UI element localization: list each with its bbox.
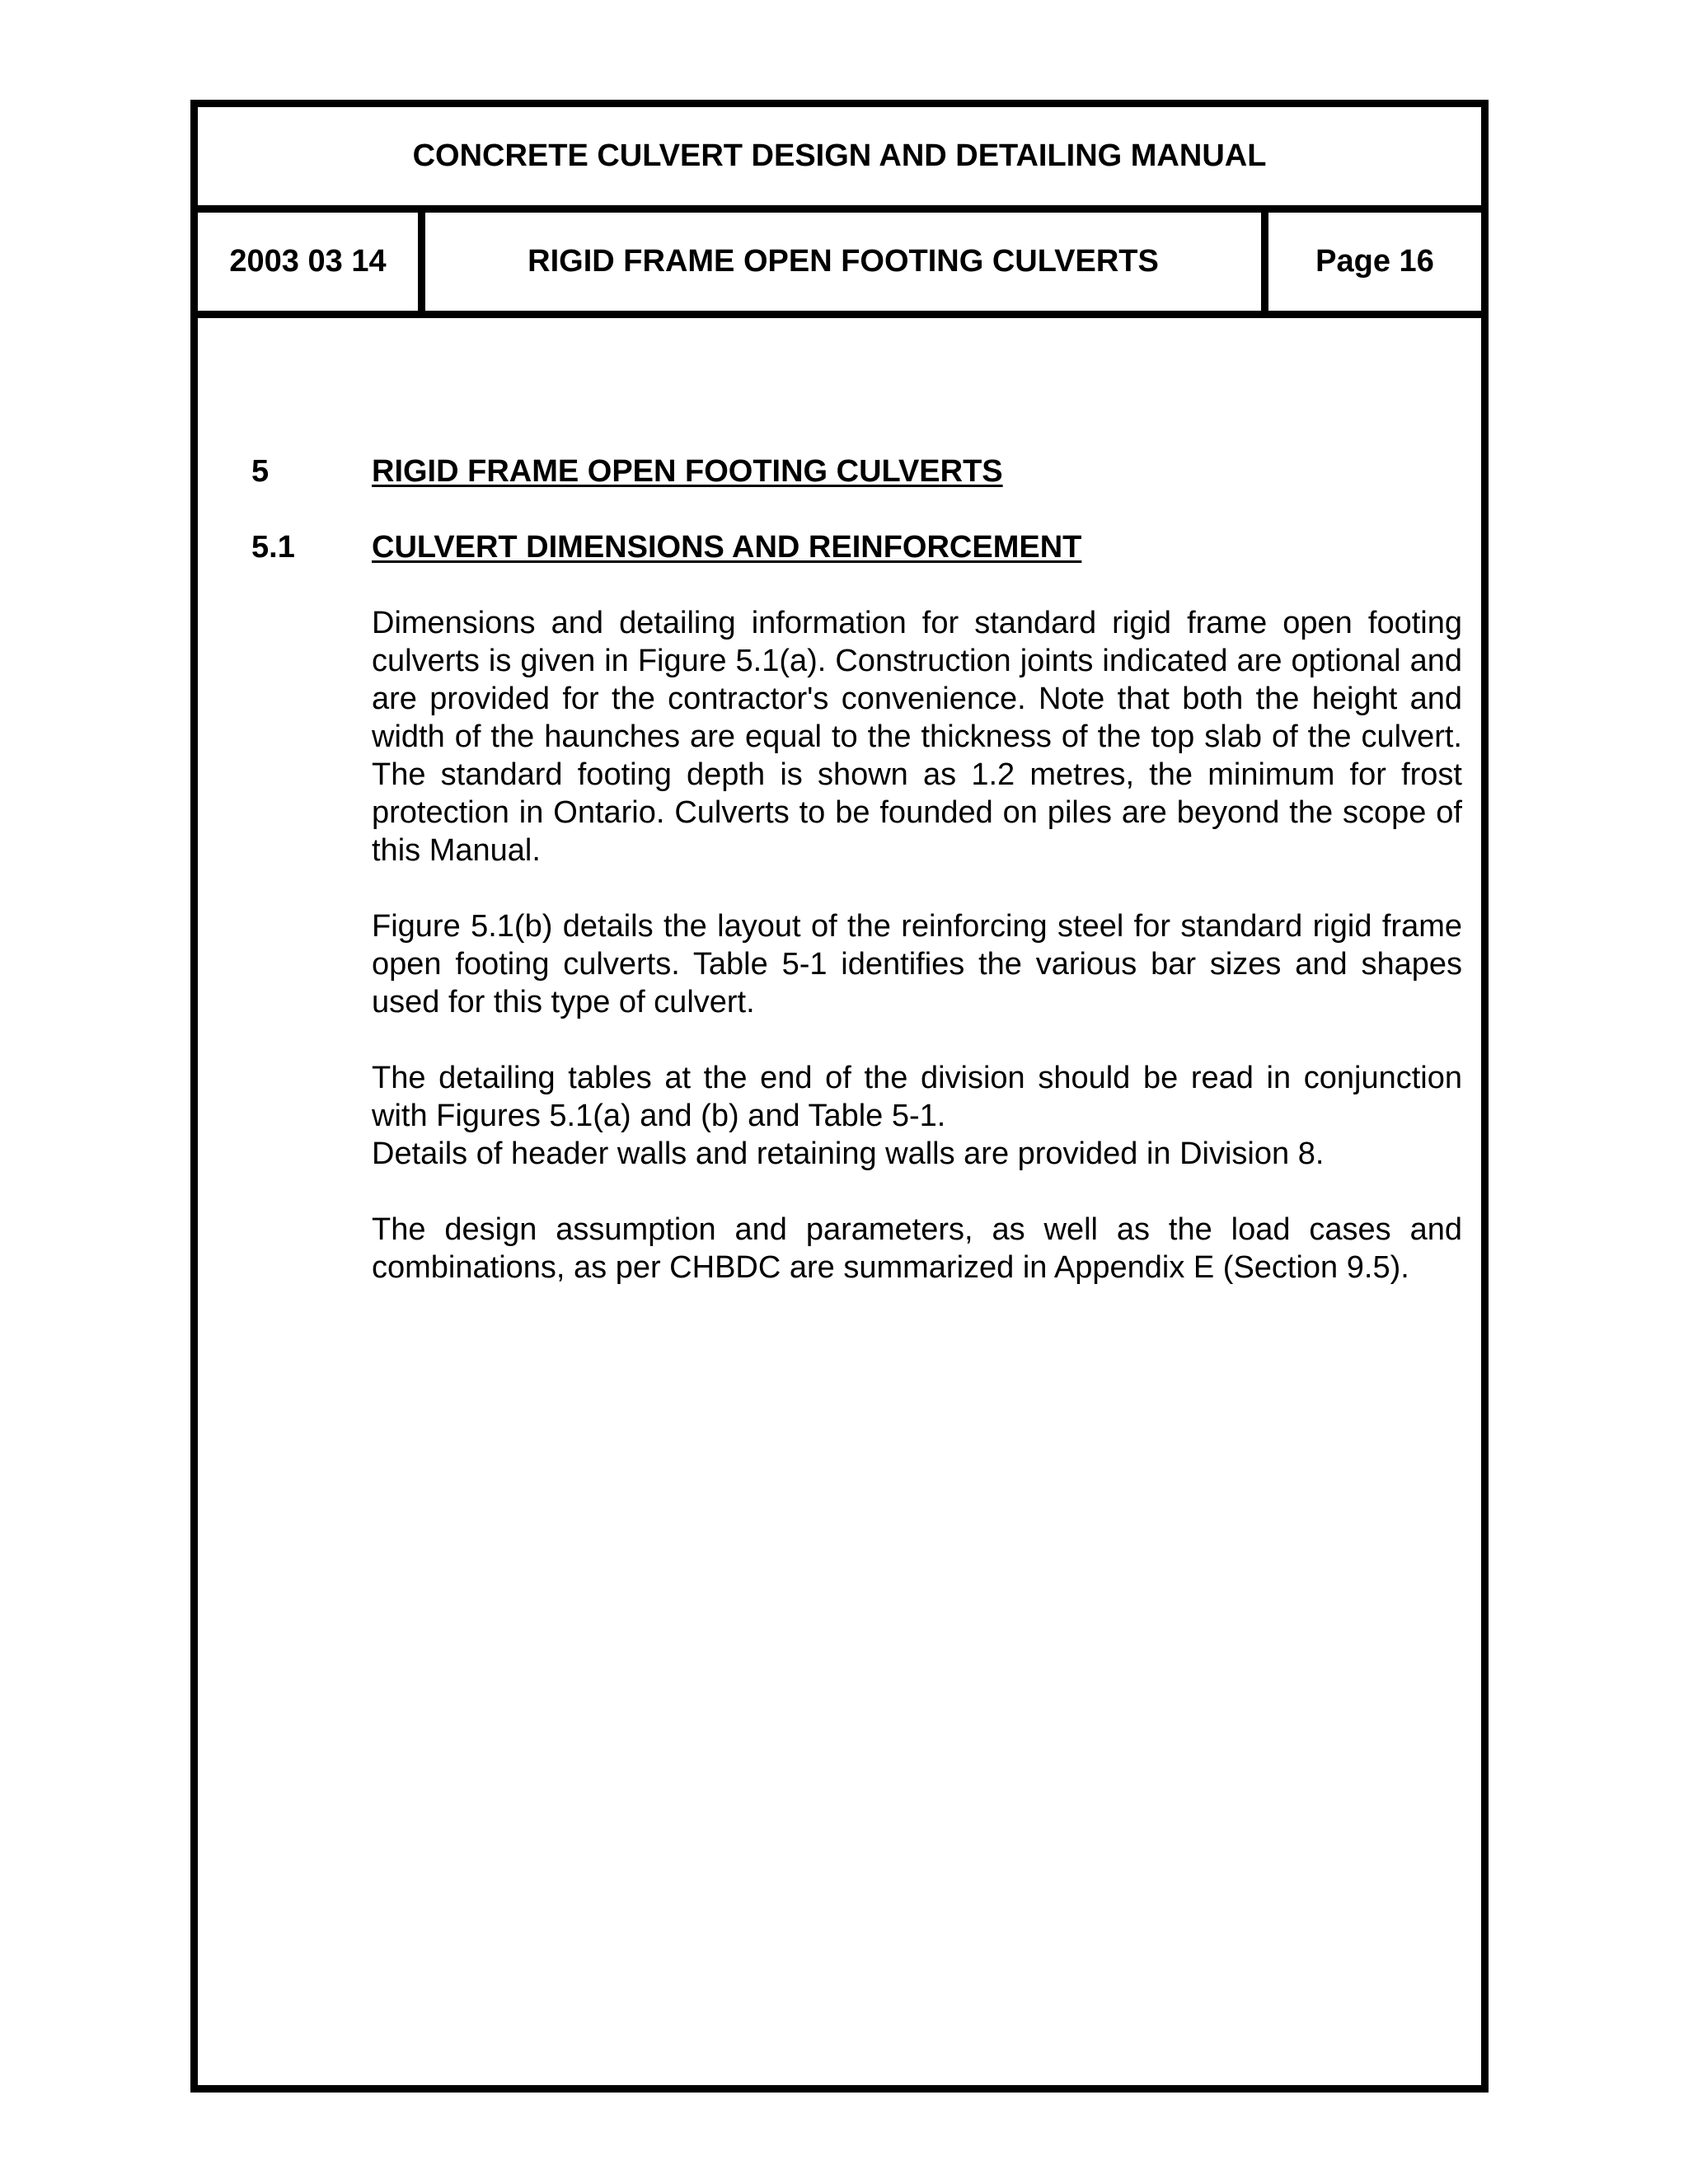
header-section-title: RIGID FRAME OPEN FOOTING CULVERTS [528, 244, 1159, 279]
header-date: 2003 03 14 [229, 244, 387, 279]
header-page-cell [1268, 213, 1481, 311]
body-paragraph: The detailing tables at the end of the division should be read in conjunction with Figures 5.1(a) and (b) and Table 5-1. [372, 1061, 1462, 1133]
subsection-number: 5.1 [251, 530, 295, 565]
manual-title-row [198, 107, 1481, 213]
subsection-title: CULVERT DIMENSIONS AND REINFORCEMENT [372, 530, 1082, 565]
manual-title: CONCRETE CULVERT DESIGN AND DETAILING MANUAL [412, 138, 1267, 173]
header-section-cell [425, 213, 1268, 311]
header-date-cell [198, 213, 425, 311]
body-paragraph: Details of header walls and retaining walls are provided in Division 8. [372, 1137, 1325, 1171]
body-paragraph: The design assumption and parameters, as well as the load cases and combinations, as per CHBDC are summarized in Appendix E (Section 9.5). [372, 1212, 1462, 1285]
header-info-row [198, 213, 1481, 318]
section-number: 5 [251, 454, 270, 489]
page-frame [190, 100, 1489, 2093]
body-paragraph: Dimensions and detailing information for standard rigid frame open footing culverts is given in Figure 5.1(a). Construction joints indicated are optional and are provided for the contractor's convenience. Note that both the height and width of the haunches are equal to the thickness of the top slab of the culvert. The standard footing depth is shown as 1.2 metres, the minimum for frost protection in Ontario. Culverts to be founded on piles are beyond the scope of this Manual. [372, 606, 1462, 868]
section-title: RIGID FRAME OPEN FOOTING CULVERTS [372, 454, 1003, 489]
body-paragraph: Figure 5.1(b) details the layout of the reinforcing steel for standard rigid frame open footing culverts. Table 5-1 identifies the various bar sizes and shapes used for this type of culvert. [372, 909, 1462, 1019]
header-page-number: Page 16 [1315, 244, 1434, 279]
